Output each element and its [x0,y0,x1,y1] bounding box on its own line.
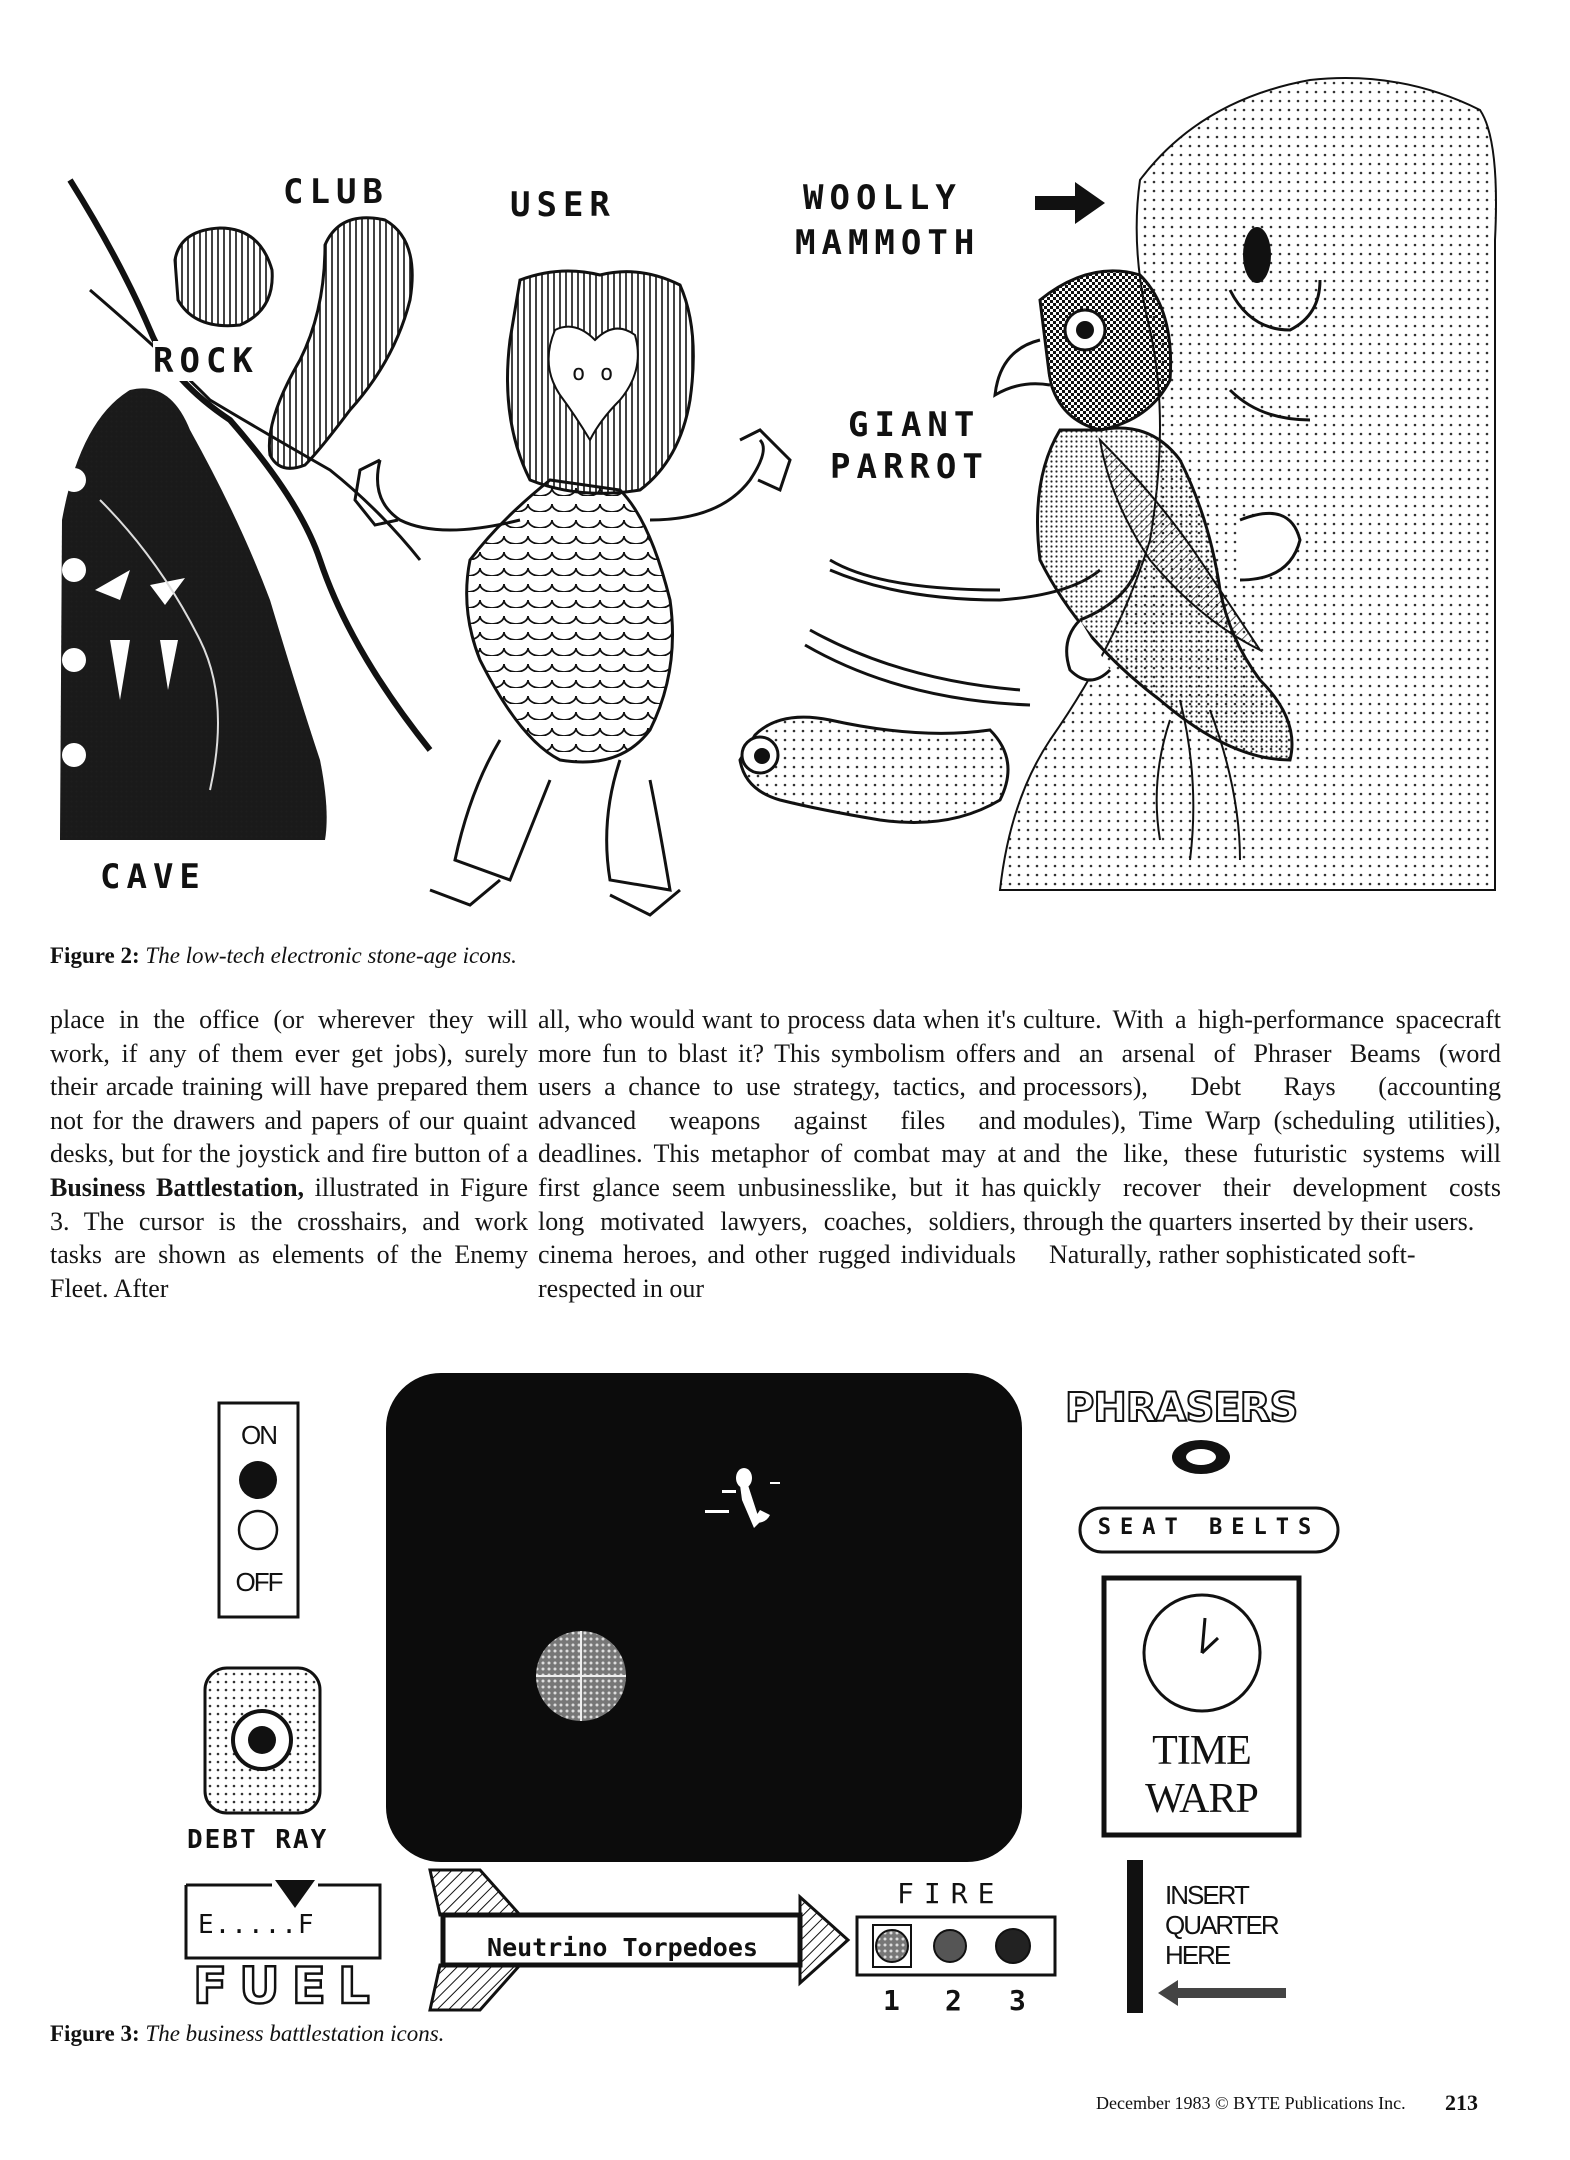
battle-screen [386,1373,1022,1862]
crosshair-target-icon [536,1631,626,1721]
label-rock: ROCK [153,341,259,381]
fire-number-3: 3 [1009,1984,1026,2017]
col3-paragraph-2: Naturally, rather sophisticated soft- [1049,1240,1416,1270]
fire-number-2: 2 [945,1984,962,2017]
fire-button-1 [876,1930,908,1962]
label-cave: CAVE [100,857,206,897]
power-on-light [239,1461,277,1499]
torpedoes-label: Neutrino Torpedoes [487,1933,758,1962]
seat-belts-label: SEAT BELTS [1097,1515,1321,1540]
arrow-right-icon [1035,182,1105,224]
fuel-gauge-label: E.....F [198,1910,315,1940]
label-woolly: WOOLLY [803,178,962,218]
phrasers-label: PHRASERS [1065,1385,1298,1431]
insert-line-1: INSERT [1165,1880,1248,1910]
label-giant: GIANT [848,405,981,445]
figure-2-caption-text: The low-tech electronic stone-age icons. [145,943,517,968]
figure-3-caption-text: The business battlestation icons. [145,2021,445,2046]
power-off-light [239,1511,277,1549]
figure-2-caption-label: Figure 2: [50,943,140,968]
fire-button-3 [996,1929,1030,1963]
figure-3-caption [50,2021,444,2047]
fuel-needle-icon [275,1880,315,1908]
label-club: CLUB [283,172,389,212]
page-number: 213 [1445,2090,1478,2115]
insert-line-3: HERE [1165,1940,1230,1970]
insert-line-2: QUARTER [1165,1910,1278,1940]
fire-number-1: 1 [883,1984,900,2017]
col1-text-after: illustrated in Figure 3. The cursor is the crosshairs, and work tasks are shown as elements of the Enemy Fleet. After [50,1172,528,1303]
text-column-1 [50,1003,528,1305]
col3-paragraph-1: culture. With a high-performance spacecraft and an arsenal of Phraser Beams (word processors), Debt Rays (accounting modules), Time Warp (scheduling utilities), and the like, these futuristic systems will quickly recover their development costs through the quarters inserted by their users. [1023,1005,1501,1236]
fuel-label: FUEL [193,1957,382,2015]
footer-credit: December 1983 © BYTE Publications Inc. [1096,2093,1406,2113]
col2-text: all, who would want to process data when it's more fun to blast it? This symbolism offers users a chance to use strategy, tactics, and advanced weapons against files and deadlines. This metaphor of combat may at first glance seem unbusinesslike, but it has long motivated lawyers, coaches, soldiers, cinema heroes, and other rugged individuals respected in our [538,1005,1016,1303]
debt-ray-label: DEBT RAY [187,1825,329,1855]
label-parrot: PARROT [830,447,989,487]
time-warp-line-2: WARP [1145,1776,1258,1822]
label-user: USER [510,185,616,225]
insert-quarter-label [1165,1880,1278,1970]
fire-button-2 [934,1930,966,1962]
text-column-2 [538,1003,1016,1305]
figure-2-caption [50,943,517,969]
label-mammoth: MAMMOTH [795,223,981,263]
coin-slot [1127,1860,1143,2013]
time-warp-line-1: TIME [1152,1728,1251,1774]
user-caveman-icon [355,271,790,915]
col1-bold-term: Business Battlestation, [50,1172,305,1202]
switch-off-label: OFF [235,1567,282,1597]
svg-text:o: o [600,361,614,386]
switch-on-label: ON [241,1420,276,1450]
fire-label: FIRE [897,1877,1005,1910]
rock-icon [175,228,272,326]
figure-2-illustration [0,0,1570,930]
figure-3-caption-label: Figure 3: [50,2021,140,2046]
arrow-left-icon [1158,1980,1286,2006]
svg-text:o: o [572,361,586,386]
col1-text-before: place in the office (or wherever they will work, if any of them ever get jobs), surely their arcade training will have prepared them not for the drawers and papers of our quaint desks, but for the joystick and fire button of a [50,1005,528,1169]
time-warp-label [1104,1727,1299,1823]
text-column-3 [1023,1003,1501,1272]
club-icon [269,218,412,469]
